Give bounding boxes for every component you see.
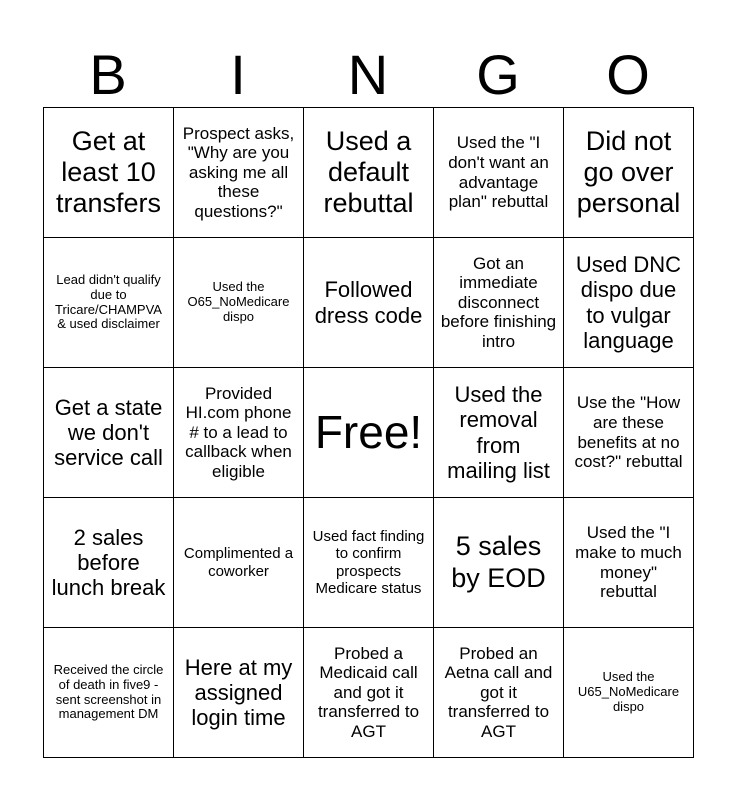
- bingo-cell-r2c4[interactable]: [434, 238, 564, 368]
- cell-text: Used fact finding to confirm prospects Medicare status: [312, 528, 425, 597]
- bingo-cell-r1c1[interactable]: [44, 108, 174, 238]
- cell-text: Followed dress code: [314, 277, 423, 328]
- header-letter-b: B: [89, 43, 127, 106]
- bingo-cell-r4c3[interactable]: [304, 498, 434, 628]
- cell-text: Used the removal from mailing list: [447, 381, 550, 483]
- cell-text: Got an immediate disconnect before finishing intro: [440, 253, 557, 351]
- header-letter-i: I: [230, 43, 246, 106]
- bingo-cell-r3c5[interactable]: [564, 368, 694, 498]
- cell-text: Lead didn't qualify due to Tricare/CHAMPVA & used disclaimer: [55, 271, 162, 332]
- cell-text: Used the O65_NoMedicare dispo: [187, 279, 290, 324]
- bingo-cell-r5c5[interactable]: [564, 628, 694, 758]
- cell-text: Complimented a coworker: [183, 545, 294, 580]
- cell-text: Use the "How are these benefits at no cost?" rebuttal: [574, 393, 683, 472]
- bingo-board: [43, 107, 694, 758]
- bingo-cell-r4c5[interactable]: [564, 498, 694, 628]
- cell-text: Provided HI.com phone # to a lead to callback when eligible: [185, 383, 292, 481]
- bingo-header: [43, 42, 693, 108]
- bingo-cell-r5c2[interactable]: [174, 628, 304, 758]
- bingo-cell-r2c5[interactable]: [564, 238, 694, 368]
- bingo-cell-r5c1[interactable]: [44, 628, 174, 758]
- cell-text: Used the "I make to much money" rebuttal: [575, 523, 682, 602]
- bingo-cell-r4c1[interactable]: [44, 498, 174, 628]
- bingo-cell-r1c5[interactable]: [564, 108, 694, 238]
- cell-text: Prospect asks, "Why are you asking me all these questions?": [182, 123, 295, 221]
- cell-text: Used the "I don't want an advantage plan" rebuttal: [448, 133, 549, 212]
- header-letter-g: G: [476, 43, 520, 106]
- bingo-cell-r2c1[interactable]: [44, 238, 174, 368]
- free-space-label: Free!: [314, 406, 423, 459]
- cell-text: Probed a Medicaid call and got it transferred to AGT: [317, 643, 420, 741]
- bingo-cell-r4c2[interactable]: [174, 498, 304, 628]
- cell-text: Did not go over personal: [576, 125, 681, 219]
- header-letter-n: N: [347, 43, 389, 106]
- bingo-cell-r1c3[interactable]: [304, 108, 434, 238]
- bingo-cell-r2c3[interactable]: [304, 238, 434, 368]
- cell-text: Used a default rebuttal: [323, 125, 414, 219]
- bingo-cell-r1c4[interactable]: [434, 108, 564, 238]
- bingo-cell-r5c3[interactable]: [304, 628, 434, 758]
- cell-text: Used DNC dispo due to vulgar language: [575, 251, 682, 353]
- bingo-cell-r5c4[interactable]: [434, 628, 564, 758]
- header-letter-o: O: [606, 43, 650, 106]
- bingo-cell-r3c4[interactable]: [434, 368, 564, 498]
- free-space-cell[interactable]: [304, 368, 434, 498]
- bingo-cell-r1c2[interactable]: [174, 108, 304, 238]
- cell-text: Received the circle of death in five9 - sent screenshot in management DM: [53, 661, 164, 722]
- bingo-cell-r4c4[interactable]: [434, 498, 564, 628]
- cell-text: Here at my assigned login time: [184, 654, 293, 731]
- cell-text: 5 sales by EOD: [451, 531, 546, 593]
- cell-text: Used the U65_NoMedicare dispo: [577, 669, 680, 714]
- cell-text: Probed an Aetna call and got it transferred to AGT: [444, 643, 553, 741]
- cell-text: 2 sales before lunch break: [51, 524, 166, 601]
- bingo-cell-r3c2[interactable]: [174, 368, 304, 498]
- bingo-cell-r2c2[interactable]: [174, 238, 304, 368]
- cell-text: Get a state we don't service call: [54, 394, 163, 471]
- cell-text: Get at least 10 transfers: [55, 125, 162, 219]
- bingo-cell-r3c1[interactable]: [44, 368, 174, 498]
